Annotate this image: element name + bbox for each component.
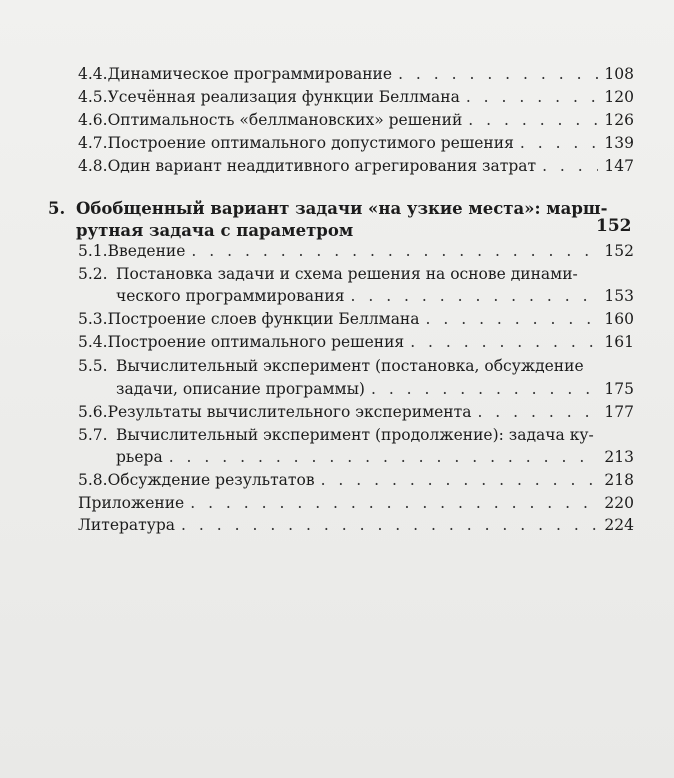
toc-entry-5-4 (78, 332, 634, 352)
toc-entry-title: Результаты вычислительного эксперимента (107, 403, 472, 421)
leader-dots (169, 447, 599, 467)
toc-entry-5-2 (116, 286, 634, 306)
toc-entry-5-1 (78, 241, 634, 261)
toc-entry-title: Усечённая реализация функции Беллмана (107, 88, 460, 106)
leader-dots (468, 110, 598, 130)
toc-entry-5-7 (116, 447, 634, 467)
toc-entry-page: 120 (604, 88, 634, 106)
toc-entry-page: 126 (604, 111, 634, 129)
toc-entry-page: 153 (604, 287, 634, 305)
toc-entry-4-4 (78, 64, 634, 84)
toc-entry-title: задачи, описание программы) (116, 380, 365, 398)
toc-entry-page: 108 (604, 65, 634, 83)
toc-entry-number: 5.4. (78, 333, 108, 351)
leader-dots (410, 332, 598, 352)
toc-entry-page: 160 (604, 310, 634, 328)
toc-entry-title-line1: Вычислительный эксперимент (продолжение): задача ку- (116, 426, 594, 444)
toc-entry-number: 4.6. (78, 111, 108, 129)
leader-dots (191, 241, 598, 261)
leader-dots (426, 309, 599, 329)
toc-entry-number: 5.1. (78, 242, 108, 260)
toc-entry-page: 161 (604, 333, 634, 351)
toc-entry-title: ческого программирования (116, 287, 345, 305)
toc-entry-appendix (78, 493, 634, 513)
toc-entry-number: 5.5. (78, 357, 108, 375)
leader-dots (350, 286, 598, 306)
toc-entry-4-6 (78, 110, 634, 130)
toc-entry-page: 177 (604, 403, 634, 421)
leader-dots (477, 402, 598, 422)
toc-entry-number: 4.8. (78, 157, 108, 175)
toc-entry-page: 213 (604, 448, 634, 466)
toc-entry-title: Построение оптимального допустимого решения (107, 134, 514, 152)
toc-entry-page: 175 (604, 380, 634, 398)
toc-entry-5-5 (116, 379, 634, 399)
toc-entry-page: 224 (604, 516, 634, 534)
leader-dots (398, 64, 598, 84)
toc-entry-page: 220 (604, 494, 634, 512)
toc-entry-title: Введение (107, 242, 186, 260)
toc-entry-title-line1: Постановка задачи и схема решения на основе динами- (116, 265, 578, 283)
leader-dots (321, 470, 599, 490)
toc-entry-title: Построение оптимального решения (107, 333, 405, 351)
toc-entry-4-7 (78, 133, 634, 153)
toc-entry-page: 147 (604, 157, 634, 175)
toc-entry-4-5 (78, 87, 634, 107)
toc-entry-number: 5.6. (78, 403, 108, 421)
toc-entry-page: 152 (604, 242, 634, 260)
toc-entry-5-3 (78, 309, 634, 329)
toc-entry-4-8 (78, 156, 634, 176)
chapter-number: 5. (48, 199, 66, 218)
toc-entry-number: 4.7. (78, 134, 108, 152)
leader-dots (542, 156, 598, 176)
toc-entry-5-6 (78, 402, 634, 422)
toc-entry-page: 218 (604, 471, 634, 489)
leader-dots (466, 87, 599, 107)
toc-entry-number: 4.5. (78, 88, 108, 106)
leader-dots (181, 515, 598, 535)
toc-entry-title: Приложение (78, 494, 185, 512)
toc-entry-number: 5.8. (78, 471, 108, 489)
leader-dots (371, 379, 598, 399)
toc-entry-number: 5.3. (78, 310, 108, 328)
toc-entry-5-8 (78, 470, 634, 490)
toc-entry-title: Литература (78, 516, 176, 534)
leader-dots (190, 493, 598, 513)
toc-entry-page: 139 (604, 134, 634, 152)
toc-entry-number: 5.2. (78, 265, 108, 283)
toc-entry-title: Динамическое программирование (107, 65, 393, 83)
chapter-title-line2: рутная задача с параметром (76, 221, 354, 240)
toc-entry-title: Один вариант неаддитивного агрегирования затрат (107, 157, 537, 175)
toc-entry-title-line1: Вычислительный эксперимент (постановка, обсуждение (116, 357, 584, 375)
chapter-page: 152 (596, 216, 632, 236)
toc-entry-title: Оптимальность «беллмановских» решений (107, 111, 463, 129)
toc-entry-references (78, 515, 634, 535)
toc-entry-title: Построение слоев функции Беллмана (107, 310, 420, 328)
chapter-title-line1: Обобщенный вариант задачи «на узкие места»: марш- (76, 199, 608, 218)
toc-entry-number: 5.7. (78, 426, 108, 444)
toc-entry-title: Обсуждение результатов (107, 471, 315, 489)
toc-entry-title: рьера (116, 448, 163, 466)
leader-dots (520, 133, 599, 153)
toc-entry-number: 4.4. (78, 65, 108, 83)
